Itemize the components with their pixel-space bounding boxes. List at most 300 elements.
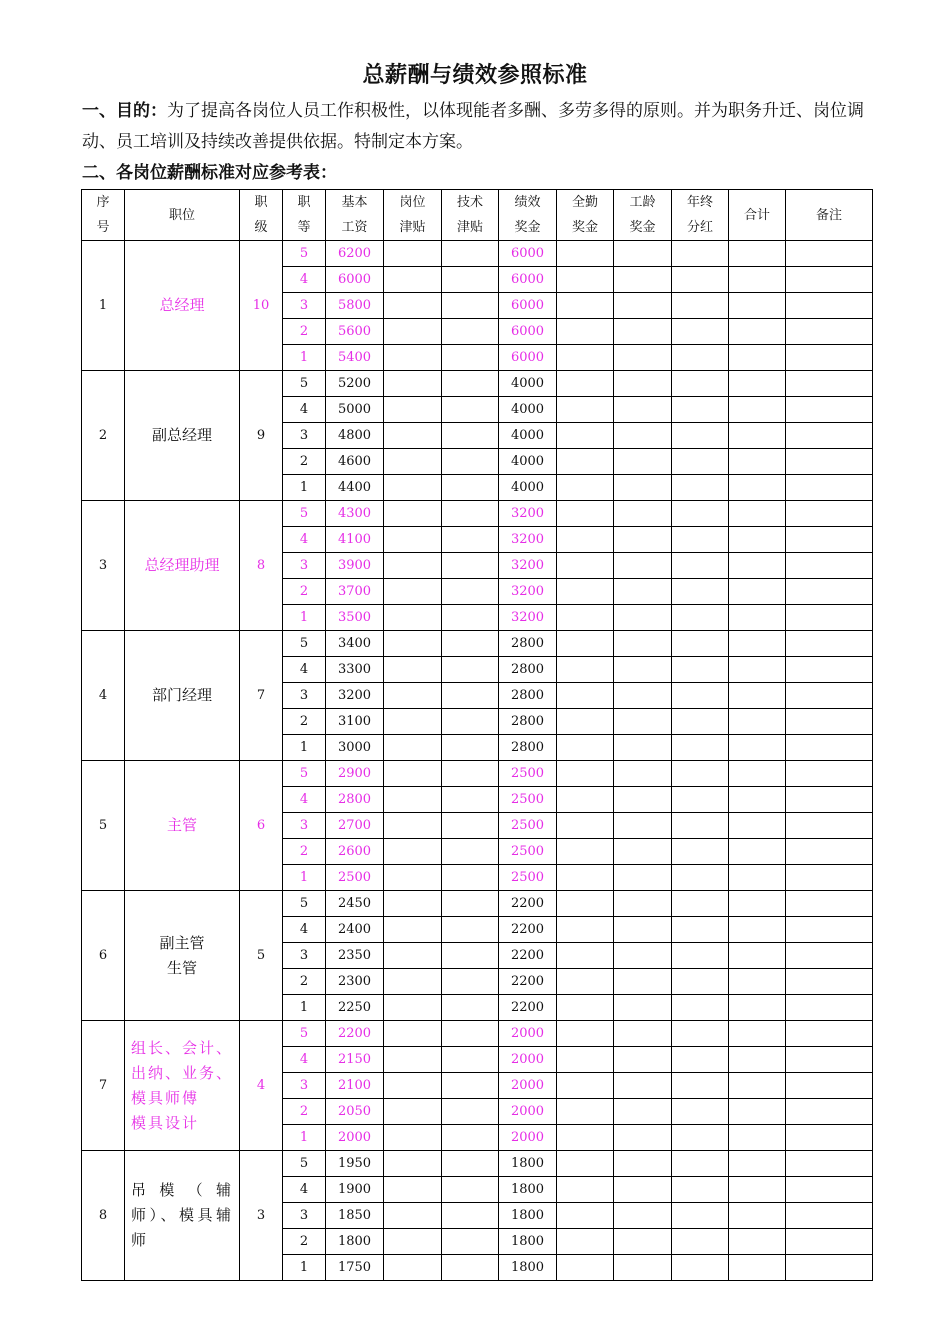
tech-allowance: [442, 709, 499, 735]
job-grade: 5: [283, 371, 326, 397]
table-row: [82, 371, 873, 397]
seniority-bonus: [614, 267, 672, 293]
job-grade: 4: [283, 787, 326, 813]
purpose-label: 一、目的：: [82, 101, 167, 121]
header-text: 级: [254, 220, 268, 235]
post-allowance: [384, 241, 442, 267]
year-end-dividend: [672, 709, 729, 735]
attendance-bonus: [557, 683, 614, 709]
year-end-dividend: [672, 917, 729, 943]
performance-bonus: 2200: [499, 943, 557, 969]
job-level: 8: [240, 501, 283, 631]
header-text: 职位: [168, 207, 195, 223]
position-text: 总经理: [159, 296, 205, 314]
header-text: 津贴: [399, 220, 426, 235]
header-text: 津贴: [456, 220, 483, 235]
total: [729, 501, 786, 527]
base-salary: 3000: [326, 735, 384, 761]
performance-bonus: 3200: [499, 605, 557, 631]
total: [729, 631, 786, 657]
total: [729, 371, 786, 397]
total: [729, 449, 786, 475]
post-allowance: [384, 735, 442, 761]
base-salary: 2500: [326, 865, 384, 891]
performance-bonus: 6000: [499, 345, 557, 371]
remarks: [786, 527, 873, 553]
remarks: [786, 631, 873, 657]
table-row: [82, 891, 873, 917]
attendance-bonus: [557, 319, 614, 345]
post-allowance: [384, 1177, 442, 1203]
post-allowance: [384, 839, 442, 865]
tech-allowance: [442, 345, 499, 371]
performance-bonus: 1800: [499, 1229, 557, 1255]
year-end-dividend: [672, 397, 729, 423]
year-end-dividend: [672, 241, 729, 267]
base-salary: 5200: [326, 371, 384, 397]
post-allowance: [384, 527, 442, 553]
total: [729, 1255, 786, 1281]
job-grade: 1: [283, 865, 326, 891]
year-end-dividend: [672, 293, 729, 319]
job-level: 5: [240, 891, 283, 1021]
post-allowance: [384, 1047, 442, 1073]
position-text: 总经理助理: [144, 556, 220, 574]
year-end-dividend: [672, 345, 729, 371]
performance-bonus: 2500: [499, 865, 557, 891]
post-allowance: [384, 1203, 442, 1229]
base-salary: 1800: [326, 1229, 384, 1255]
table-row: [82, 631, 873, 657]
base-salary: 2050: [326, 1099, 384, 1125]
tech-allowance: [442, 1021, 499, 1047]
job-grade: 3: [283, 683, 326, 709]
performance-bonus: 6000: [499, 293, 557, 319]
attendance-bonus: [557, 1177, 614, 1203]
header-text: 工龄: [629, 195, 656, 210]
base-salary: 2000: [326, 1125, 384, 1151]
remarks: [786, 891, 873, 917]
total: [729, 1177, 786, 1203]
seniority-bonus: [614, 241, 672, 267]
performance-bonus: 2500: [499, 813, 557, 839]
year-end-dividend: [672, 605, 729, 631]
tech-allowance: [442, 1151, 499, 1177]
header-cell: [240, 190, 283, 241]
header-text: 基本: [341, 195, 368, 210]
table-heading: 二、各岗位薪酬标准对应参考表：: [82, 163, 337, 183]
total: [729, 397, 786, 423]
seniority-bonus: [614, 293, 672, 319]
tech-allowance: [442, 1229, 499, 1255]
year-end-dividend: [672, 839, 729, 865]
attendance-bonus: [557, 1125, 614, 1151]
header-text: 年终: [686, 195, 713, 210]
performance-bonus: 2800: [499, 735, 557, 761]
post-allowance: [384, 1125, 442, 1151]
job-level: 3: [240, 1151, 283, 1281]
purpose-paragraph: [82, 96, 882, 158]
post-allowance: [384, 605, 442, 631]
attendance-bonus: [557, 839, 614, 865]
row-number: 5: [82, 761, 125, 891]
seniority-bonus: [614, 1151, 672, 1177]
attendance-bonus: [557, 1047, 614, 1073]
base-salary: 2400: [326, 917, 384, 943]
remarks: [786, 371, 873, 397]
header-cell: [442, 190, 499, 241]
row-number: 1: [82, 241, 125, 371]
base-salary: 5600: [326, 319, 384, 345]
header-text: 奖金: [571, 220, 598, 235]
attendance-bonus: [557, 1229, 614, 1255]
performance-bonus: 1800: [499, 1151, 557, 1177]
header-text: 全勤: [571, 195, 598, 210]
seniority-bonus: [614, 917, 672, 943]
base-salary: 2600: [326, 839, 384, 865]
base-salary: 2450: [326, 891, 384, 917]
tech-allowance: [442, 865, 499, 891]
base-salary: 2350: [326, 943, 384, 969]
job-grade: 4: [283, 397, 326, 423]
total: [729, 735, 786, 761]
post-allowance: [384, 943, 442, 969]
year-end-dividend: [672, 319, 729, 345]
tech-allowance: [442, 1255, 499, 1281]
header-text: 备注: [815, 207, 842, 223]
position-text: 吊模（辅师）、模具辅师: [131, 1181, 233, 1249]
header-cell: [125, 190, 240, 241]
base-salary: 5400: [326, 345, 384, 371]
year-end-dividend: [672, 813, 729, 839]
header-cell: [672, 190, 729, 241]
header-cell: [729, 190, 786, 241]
total: [729, 1021, 786, 1047]
header-cell: [326, 190, 384, 241]
remarks: [786, 319, 873, 345]
tech-allowance: [442, 579, 499, 605]
header-text: 岗位: [399, 195, 426, 210]
seniority-bonus: [614, 371, 672, 397]
remarks: [786, 995, 873, 1021]
seniority-bonus: [614, 1099, 672, 1125]
tech-allowance: [442, 397, 499, 423]
seniority-bonus: [614, 943, 672, 969]
remarks: [786, 735, 873, 761]
remarks: [786, 345, 873, 371]
year-end-dividend: [672, 449, 729, 475]
seniority-bonus: [614, 709, 672, 735]
seniority-bonus: [614, 475, 672, 501]
tech-allowance: [442, 839, 499, 865]
total: [729, 475, 786, 501]
base-salary: 1850: [326, 1203, 384, 1229]
performance-bonus: 2800: [499, 709, 557, 735]
performance-bonus: 2000: [499, 1047, 557, 1073]
attendance-bonus: [557, 293, 614, 319]
performance-bonus: 3200: [499, 579, 557, 605]
remarks: [786, 423, 873, 449]
total: [729, 579, 786, 605]
total: [729, 813, 786, 839]
job-grade: 1: [283, 345, 326, 371]
job-grade: 4: [283, 1047, 326, 1073]
remarks: [786, 1125, 873, 1151]
post-allowance: [384, 449, 442, 475]
attendance-bonus: [557, 735, 614, 761]
base-salary: 2250: [326, 995, 384, 1021]
base-salary: 4100: [326, 527, 384, 553]
tech-allowance: [442, 1047, 499, 1073]
attendance-bonus: [557, 995, 614, 1021]
attendance-bonus: [557, 631, 614, 657]
table-row: [82, 501, 873, 527]
remarks: [786, 397, 873, 423]
year-end-dividend: [672, 579, 729, 605]
row-number: 2: [82, 371, 125, 501]
header-text: 工资: [341, 220, 368, 235]
tech-allowance: [442, 969, 499, 995]
performance-bonus: 4000: [499, 449, 557, 475]
header-text: 序: [96, 195, 110, 210]
performance-bonus: 4000: [499, 475, 557, 501]
job-grade: 5: [283, 501, 326, 527]
total: [729, 423, 786, 449]
total: [729, 1203, 786, 1229]
base-salary: 1900: [326, 1177, 384, 1203]
remarks: [786, 1073, 873, 1099]
tech-allowance: [442, 423, 499, 449]
seniority-bonus: [614, 579, 672, 605]
remarks: [786, 1203, 873, 1229]
tech-allowance: [442, 631, 499, 657]
post-allowance: [384, 657, 442, 683]
post-allowance: [384, 267, 442, 293]
attendance-bonus: [557, 1255, 614, 1281]
position-text: 主管: [166, 816, 197, 834]
position-cell: [125, 1021, 240, 1151]
year-end-dividend: [672, 423, 729, 449]
job-grade: 1: [283, 735, 326, 761]
total: [729, 969, 786, 995]
job-grade: 3: [283, 553, 326, 579]
header-text: 奖金: [629, 220, 656, 235]
remarks: [786, 787, 873, 813]
remarks: [786, 449, 873, 475]
year-end-dividend: [672, 787, 729, 813]
tech-allowance: [442, 917, 499, 943]
performance-bonus: 2500: [499, 839, 557, 865]
post-allowance: [384, 683, 442, 709]
job-grade: 2: [283, 449, 326, 475]
year-end-dividend: [672, 657, 729, 683]
seniority-bonus: [614, 657, 672, 683]
total: [729, 787, 786, 813]
attendance-bonus: [557, 1099, 614, 1125]
performance-bonus: 2200: [499, 917, 557, 943]
year-end-dividend: [672, 553, 729, 579]
base-salary: 4800: [326, 423, 384, 449]
performance-bonus: 6000: [499, 319, 557, 345]
performance-bonus: 6000: [499, 267, 557, 293]
total: [729, 1151, 786, 1177]
seniority-bonus: [614, 995, 672, 1021]
job-grade: 3: [283, 423, 326, 449]
performance-bonus: 2800: [499, 657, 557, 683]
remarks: [786, 1177, 873, 1203]
header-cell: [82, 190, 125, 241]
performance-bonus: 2200: [499, 891, 557, 917]
attendance-bonus: [557, 345, 614, 371]
post-allowance: [384, 579, 442, 605]
seniority-bonus: [614, 631, 672, 657]
job-grade: 2: [283, 319, 326, 345]
year-end-dividend: [672, 1229, 729, 1255]
position-cell: [125, 891, 240, 1021]
attendance-bonus: [557, 579, 614, 605]
job-grade: 1: [283, 1125, 326, 1151]
year-end-dividend: [672, 631, 729, 657]
base-salary: 2100: [326, 1073, 384, 1099]
total: [729, 553, 786, 579]
job-grade: 5: [283, 1151, 326, 1177]
position-cell: [125, 761, 240, 891]
attendance-bonus: [557, 891, 614, 917]
tech-allowance: [442, 319, 499, 345]
tech-allowance: [442, 475, 499, 501]
post-allowance: [384, 1151, 442, 1177]
header-text: 等: [297, 220, 311, 235]
attendance-bonus: [557, 397, 614, 423]
job-grade: 3: [283, 1203, 326, 1229]
attendance-bonus: [557, 527, 614, 553]
attendance-bonus: [557, 371, 614, 397]
year-end-dividend: [672, 1255, 729, 1281]
attendance-bonus: [557, 813, 614, 839]
tech-allowance: [442, 527, 499, 553]
base-salary: 4300: [326, 501, 384, 527]
remarks: [786, 1229, 873, 1255]
remarks: [786, 813, 873, 839]
position-text: 副主管: [159, 933, 205, 952]
seniority-bonus: [614, 605, 672, 631]
year-end-dividend: [672, 1151, 729, 1177]
remarks: [786, 475, 873, 501]
header-text: 职: [297, 195, 311, 210]
position-cell: [125, 371, 240, 501]
seniority-bonus: [614, 449, 672, 475]
base-salary: 2200: [326, 1021, 384, 1047]
seniority-bonus: [614, 813, 672, 839]
remarks: [786, 969, 873, 995]
attendance-bonus: [557, 553, 614, 579]
performance-bonus: 4000: [499, 423, 557, 449]
total: [729, 293, 786, 319]
seniority-bonus: [614, 839, 672, 865]
tech-allowance: [442, 267, 499, 293]
total: [729, 1099, 786, 1125]
seniority-bonus: [614, 969, 672, 995]
tech-allowance: [442, 761, 499, 787]
row-number: 3: [82, 501, 125, 631]
post-allowance: [384, 553, 442, 579]
tech-allowance: [442, 787, 499, 813]
remarks: [786, 865, 873, 891]
performance-bonus: 1800: [499, 1203, 557, 1229]
year-end-dividend: [672, 969, 729, 995]
post-allowance: [384, 1229, 442, 1255]
seniority-bonus: [614, 423, 672, 449]
post-allowance: [384, 891, 442, 917]
attendance-bonus: [557, 1021, 614, 1047]
base-salary: 2700: [326, 813, 384, 839]
remarks: [786, 657, 873, 683]
job-grade: 4: [283, 1177, 326, 1203]
remarks: [786, 839, 873, 865]
post-allowance: [384, 865, 442, 891]
job-grade: 5: [283, 761, 326, 787]
performance-bonus: 2500: [499, 761, 557, 787]
total: [729, 1047, 786, 1073]
job-grade: 3: [283, 293, 326, 319]
base-salary: 4600: [326, 449, 384, 475]
seniority-bonus: [614, 1125, 672, 1151]
row-number: 6: [82, 891, 125, 1021]
tech-allowance: [442, 449, 499, 475]
seniority-bonus: [614, 787, 672, 813]
header-text: 分红: [686, 220, 713, 235]
base-salary: 5000: [326, 397, 384, 423]
performance-bonus: 3200: [499, 527, 557, 553]
post-allowance: [384, 1073, 442, 1099]
seniority-bonus: [614, 319, 672, 345]
attendance-bonus: [557, 605, 614, 631]
total: [729, 709, 786, 735]
header-cell: [614, 190, 672, 241]
year-end-dividend: [672, 1099, 729, 1125]
performance-bonus: 2800: [499, 631, 557, 657]
post-allowance: [384, 501, 442, 527]
remarks: [786, 943, 873, 969]
performance-bonus: 2000: [499, 1021, 557, 1047]
performance-bonus: 2200: [499, 969, 557, 995]
base-salary: 4400: [326, 475, 384, 501]
total: [729, 345, 786, 371]
total: [729, 891, 786, 917]
seniority-bonus: [614, 501, 672, 527]
salary-table: [81, 189, 873, 1281]
attendance-bonus: [557, 1073, 614, 1099]
attendance-bonus: [557, 761, 614, 787]
remarks: [786, 1099, 873, 1125]
base-salary: 2150: [326, 1047, 384, 1073]
job-grade: 5: [283, 241, 326, 267]
tech-allowance: [442, 241, 499, 267]
job-grade: 3: [283, 813, 326, 839]
attendance-bonus: [557, 917, 614, 943]
seniority-bonus: [614, 553, 672, 579]
position-cell: [125, 241, 240, 371]
attendance-bonus: [557, 475, 614, 501]
tech-allowance: [442, 657, 499, 683]
job-grade: 1: [283, 605, 326, 631]
year-end-dividend: [672, 371, 729, 397]
total: [729, 995, 786, 1021]
remarks: [786, 709, 873, 735]
seniority-bonus: [614, 1073, 672, 1099]
seniority-bonus: [614, 761, 672, 787]
position-text: 部门经理: [151, 686, 212, 704]
